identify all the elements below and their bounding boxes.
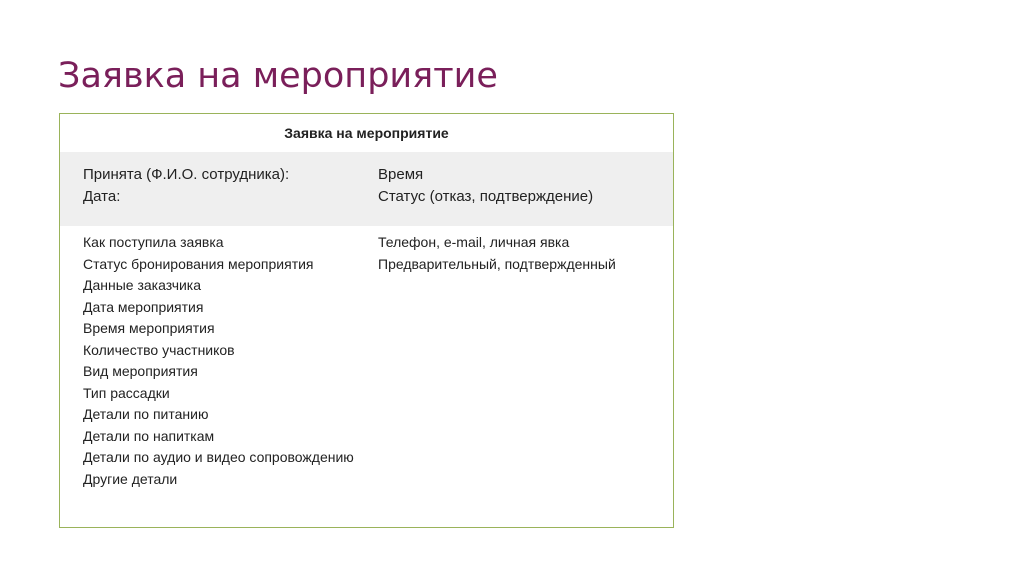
- list-item: Дата мероприятия: [83, 298, 204, 315]
- date-label: Дата:: [83, 188, 121, 205]
- list-item: Вид мероприятия: [83, 363, 198, 379]
- value-list: [378, 232, 668, 275]
- list-item: Другие детали: [83, 470, 178, 487]
- slide-title: Заявка на мероприятие: [58, 56, 498, 96]
- list-item: Статус бронирования мероприятия: [83, 255, 314, 272]
- form-header: Заявка на мероприятие: [284, 125, 449, 141]
- list-item: Детали по питанию: [83, 406, 209, 422]
- event-request-form: [59, 113, 674, 528]
- time-label: Время: [378, 166, 424, 183]
- accepted-by-label: Принята (Ф.И.О. сотрудника):: [83, 166, 290, 183]
- meta-right: [378, 164, 593, 208]
- list-item: Как поступила заявка: [83, 234, 224, 250]
- list-item: Предварительный, подтвержденный: [378, 255, 616, 272]
- form-meta-band: [60, 152, 673, 226]
- list-item: Время мероприятия: [83, 320, 215, 336]
- list-item: Данные заказчика: [83, 277, 202, 293]
- status-label: Статус (отказ, подтверждение): [378, 188, 594, 205]
- list-item: Детали по аудио и видео сопровождению: [83, 449, 354, 465]
- list-item: Детали по напиткам: [83, 427, 215, 444]
- field-list: [83, 232, 363, 490]
- list-item: Количество участников: [83, 341, 235, 358]
- meta-left: [83, 164, 289, 208]
- list-item: Тип рассадки: [83, 384, 170, 401]
- list-item: Телефон, e-mail, личная явка: [378, 234, 570, 250]
